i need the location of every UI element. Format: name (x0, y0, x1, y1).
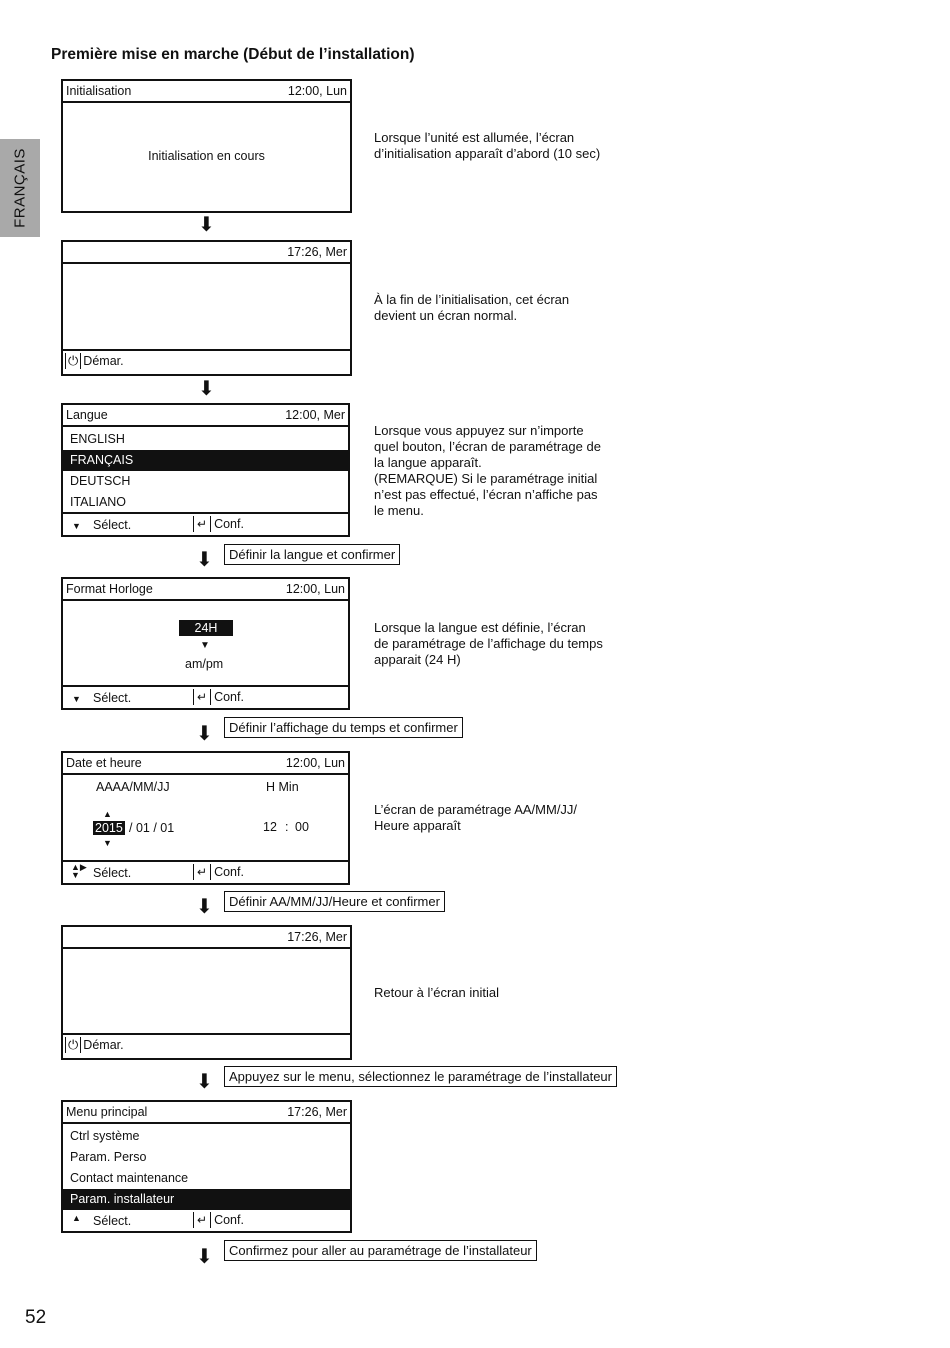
description-4 (374, 620, 603, 668)
down-arrow-icon: ⬇ (196, 549, 213, 571)
down-arrow-icon: ⬇ (196, 1071, 213, 1093)
description-line: Heure apparaît (374, 818, 461, 833)
down-arrow-icon: ⬇ (198, 378, 215, 400)
screen-header (63, 242, 350, 264)
step-label: Définir la langue et confirmer (224, 544, 400, 565)
screen-header (63, 579, 348, 601)
menu-item-param-installateur[interactable]: Param. installateur (63, 1189, 350, 1210)
enter-icon: ↵ (193, 864, 211, 880)
screen-header (63, 927, 350, 949)
menu-item-ctrl-systeme[interactable]: Ctrl système (70, 1129, 140, 1143)
language-option[interactable]: ENGLISH (70, 432, 125, 446)
language-option-selected[interactable]: FRANÇAIS (63, 450, 348, 471)
init-message: Initialisation en cours (148, 149, 265, 163)
select-label: Sélect. (93, 518, 132, 532)
minute-field[interactable]: 00 (295, 820, 309, 834)
screen-title: Format Horloge (66, 582, 153, 596)
description-line: L’écran de paramétrage AA/MM/JJ/ (374, 802, 578, 817)
down-arrow-icon: ⬇ (196, 723, 213, 745)
up-triangle-icon: ▲ (103, 809, 112, 819)
description-line: le menu. (374, 503, 424, 518)
screen-format-horloge (61, 577, 350, 710)
select-label: Sélect. (93, 866, 132, 880)
time-separator: : (285, 820, 289, 834)
description-line: À la fin de l’initialisation, cet écran (374, 292, 570, 307)
screen-langue (61, 403, 350, 537)
screen-normal (61, 240, 352, 376)
description-1 (374, 130, 600, 162)
description-line: Retour à l’écran initial (374, 985, 500, 1000)
description-line: Lorsque vous appuyez sur n’importe (374, 423, 584, 438)
screen-footer (63, 685, 348, 708)
side-tab-label: FRANÇAIS (11, 148, 29, 228)
screen-footer (63, 860, 348, 883)
screen-footer (63, 349, 350, 374)
description-line: n’est pas effectué, l’écran n’affiche pas (374, 487, 598, 502)
language-option[interactable]: DEUTSCH (70, 474, 131, 488)
page-title: Première mise en marche (Début de l’installation) (51, 46, 415, 63)
screen-time: 17:26, Mer (287, 1105, 347, 1119)
up-triangle-icon: ▲ (72, 1213, 81, 1223)
language-side-tab (0, 139, 40, 237)
description-2 (374, 292, 569, 324)
down-triangle-icon: ▼ (72, 521, 81, 531)
enter-icon: ↵ (193, 689, 211, 705)
down-triangle-icon: ▼ (72, 694, 81, 704)
format-option-selected[interactable]: 24H (179, 620, 233, 636)
screen-header (63, 405, 348, 427)
screen-time: 12:00, Mer (285, 408, 345, 422)
down-arrow-icon: ⬇ (196, 1246, 213, 1268)
description-line: apparait (24 H) (374, 652, 461, 667)
power-icon: ⏻ (65, 1037, 81, 1053)
screen-time: 12:00, Lun (285, 582, 345, 596)
screen-footer (63, 512, 348, 535)
screen-time: 12:00, Lun (287, 84, 347, 98)
description-line: de paramétrage de l’affichage du temps (374, 636, 603, 651)
start-label: Démar. (83, 1038, 124, 1052)
description-line: la langue apparaît. (374, 455, 482, 470)
up-down-right-icon: ▲▶ ▼ (71, 862, 87, 880)
screen-header (63, 753, 348, 775)
screen-header (63, 81, 350, 103)
description-6 (374, 985, 499, 1001)
step-label: Définir AA/MM/JJ/Heure et confirmer (224, 891, 445, 912)
language-option[interactable]: ITALIANO (70, 495, 127, 509)
confirm-label: Conf. (214, 517, 244, 531)
description-line: Lorsque l’unité est allumée, l’écran (374, 130, 575, 145)
enter-icon: ↵ (193, 516, 211, 532)
select-label: Sélect. (93, 1214, 132, 1228)
description-line: Lorsque la langue est définie, l’écran (374, 620, 586, 635)
confirm-label: Conf. (214, 865, 244, 879)
screen-initialisation (61, 79, 352, 213)
down-arrow-icon: ⬇ (196, 896, 213, 918)
start-label: Démar. (83, 354, 124, 368)
time-format-label: H Min (266, 780, 299, 794)
month-day-field[interactable]: / 01 / 01 (129, 821, 175, 835)
description-line: quel bouton, l’écran de paramétrage de (374, 439, 601, 454)
step-label: Définir l’affichage du temps et confirmer (224, 717, 463, 738)
year-field[interactable]: 2015 (95, 821, 123, 835)
menu-item-contact-maintenance[interactable]: Contact maintenance (70, 1171, 189, 1185)
description-line: d’initialisation apparaît d’abord (10 sec) (374, 146, 601, 161)
screen-time: 17:26, Mer (287, 930, 347, 944)
screen-time: 12:00, Lun (285, 756, 345, 770)
screen-title: Initialisation (66, 84, 132, 98)
format-option[interactable]: am/pm (185, 657, 224, 671)
confirm-label: Conf. (214, 1213, 244, 1227)
step-label: Appuyez sur le menu, sélectionnez le paramétrage de l’installateur (224, 1066, 617, 1087)
down-triangle-icon: ▼ (103, 838, 112, 848)
description-3 (374, 423, 601, 519)
description-line: (REMARQUE) Si le paramétrage initial (374, 471, 598, 486)
down-triangle-icon: ▼ (200, 640, 210, 651)
power-icon: ⏻ (65, 353, 81, 369)
screen-header (63, 1102, 350, 1124)
enter-icon: ↵ (193, 1212, 211, 1228)
description-5 (374, 802, 577, 834)
screen-title: Date et heure (66, 756, 142, 770)
screen-title: Langue (66, 408, 108, 422)
date-format-label: AAAA/MM/JJ (96, 780, 170, 794)
screen-title: Menu principal (66, 1105, 148, 1119)
confirm-label: Conf. (214, 690, 244, 704)
step-label: Confirmez pour aller au paramétrage de l’installateur (224, 1240, 537, 1261)
screen-footer (63, 1033, 350, 1058)
description-line: devient un écran normal. (374, 308, 518, 323)
menu-item-param-perso[interactable]: Param. Perso (70, 1150, 147, 1164)
screen-normal (61, 925, 352, 1060)
page-number: 52 (25, 1307, 47, 1328)
screen-menu-principal (61, 1100, 352, 1233)
select-label: Sélect. (93, 691, 132, 705)
screen-time: 17:26, Mer (287, 245, 347, 259)
screen-footer (63, 1208, 350, 1231)
hour-field[interactable]: 12 (263, 820, 277, 834)
down-arrow-icon: ⬇ (198, 214, 215, 236)
screen-date-heure (61, 751, 350, 885)
